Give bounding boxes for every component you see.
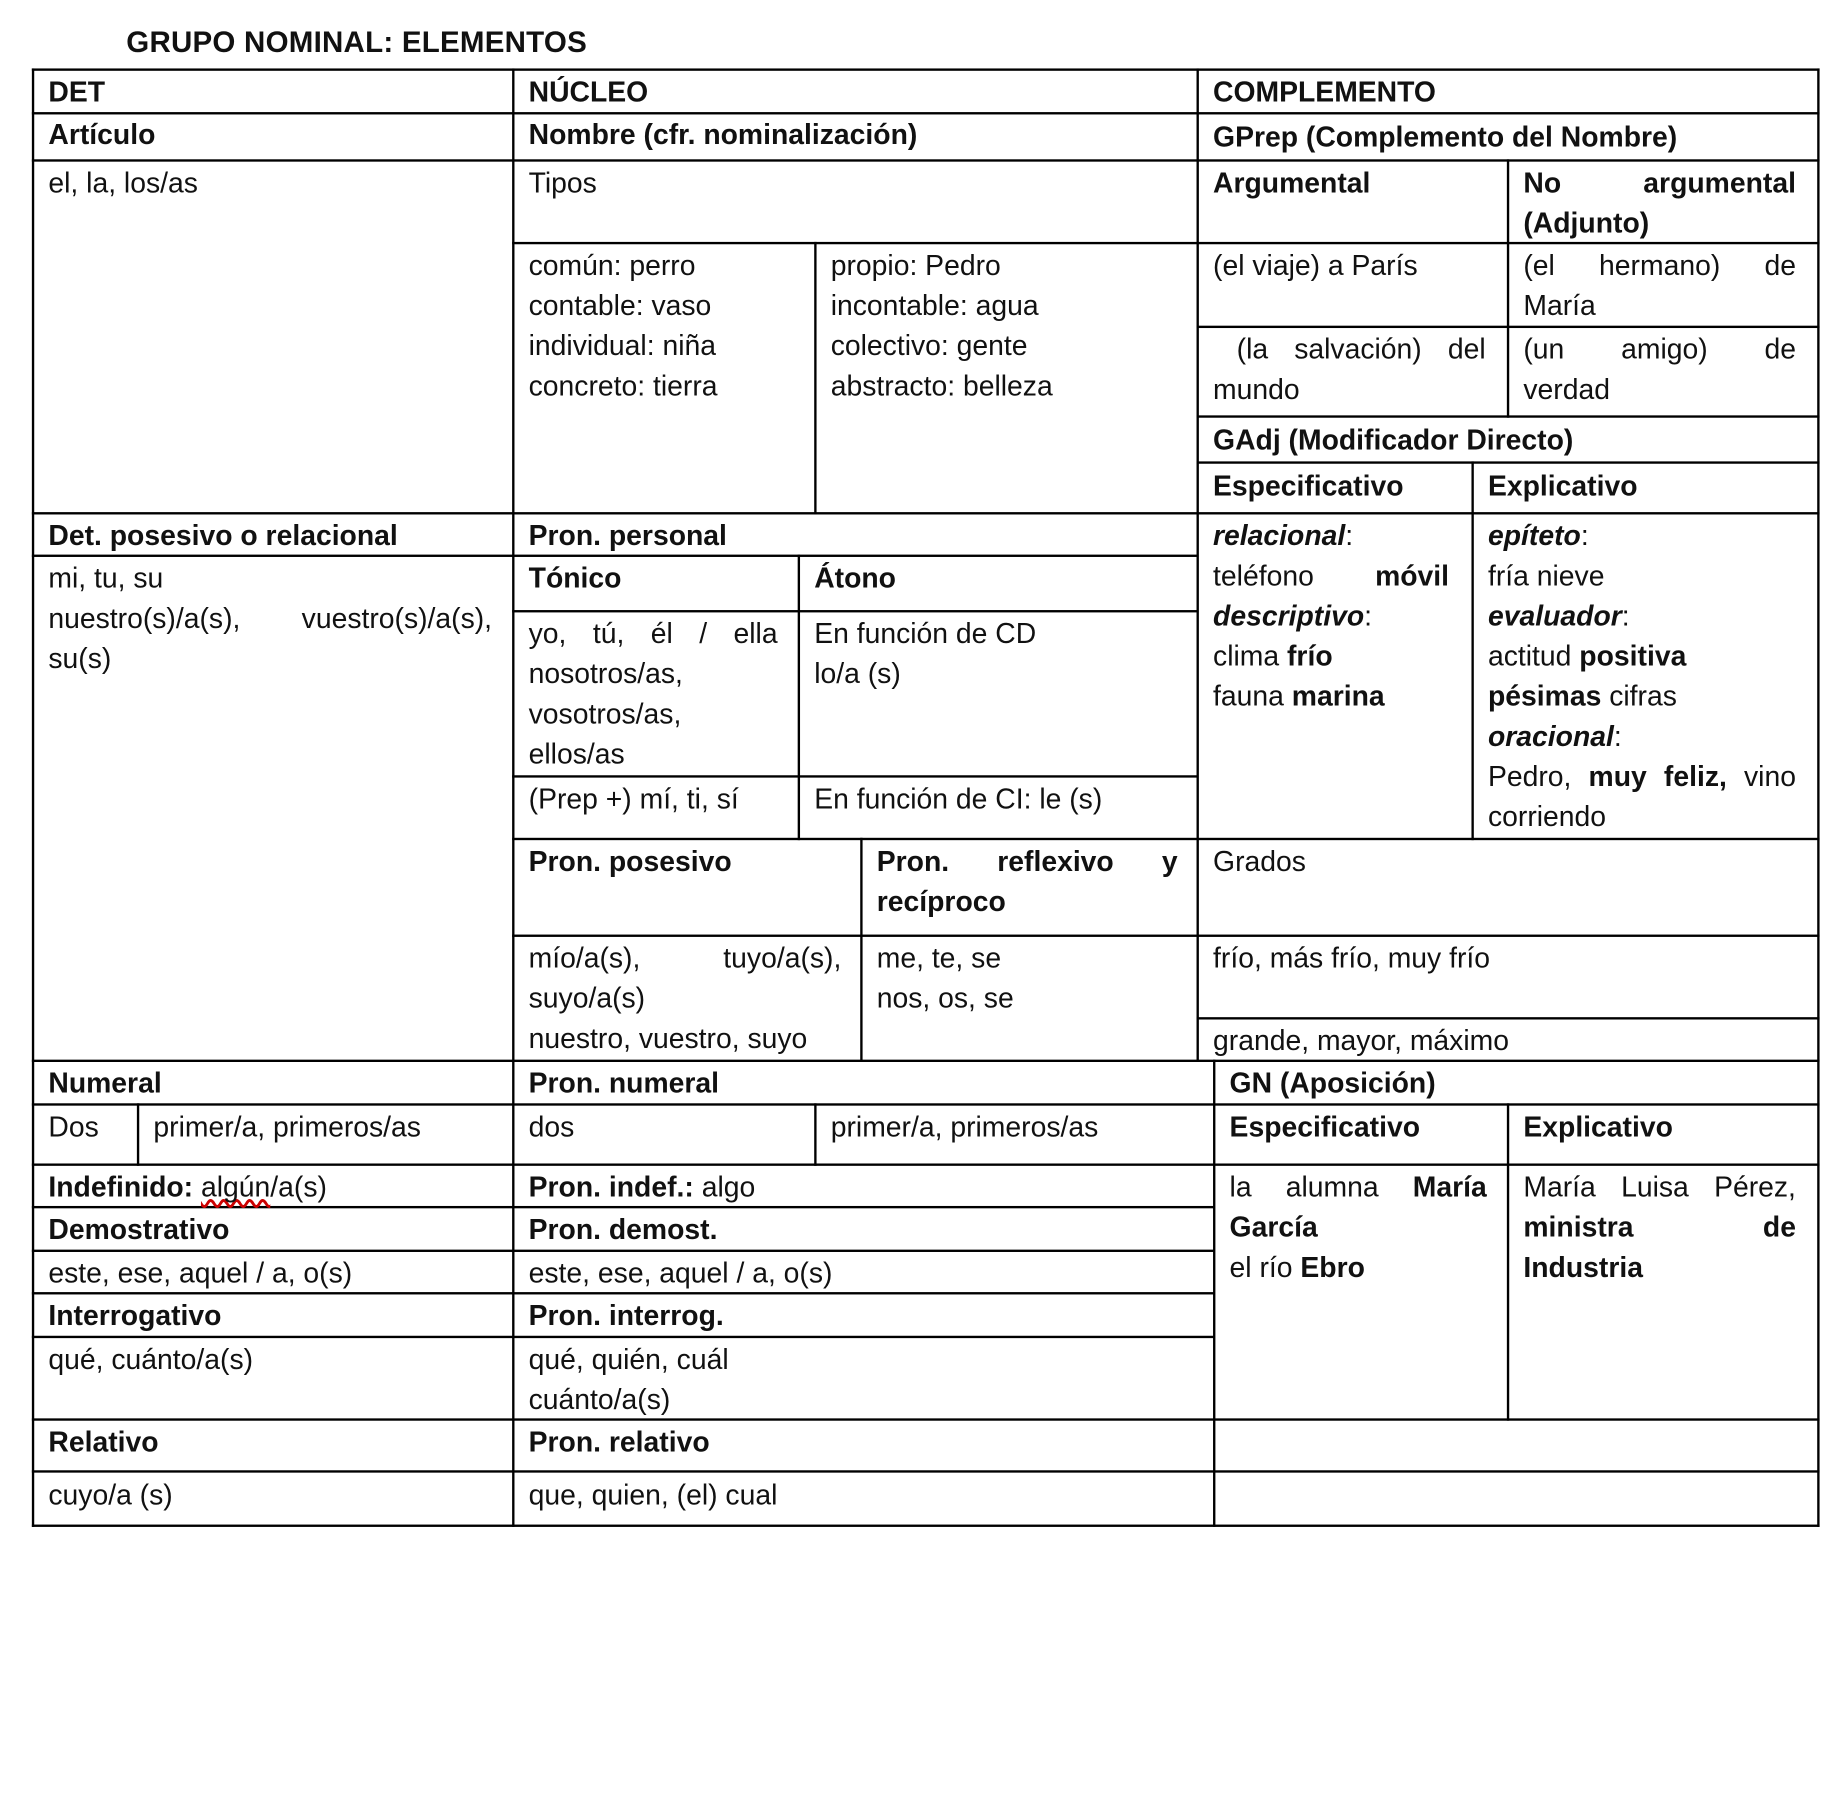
nombre-types-col2: propio: Pedro incontable: agua colectivo: gente abstracto: belleza — [830, 250, 1053, 403]
pron-numeral-cardinal: dos — [528, 1111, 575, 1144]
gadj-especificativo-examples: relacional: teléfono móvil descriptivo: clima frío fauna marina — [1213, 520, 1450, 713]
gadj-explicativo-examples: epíteto: fría nieve evaluador: actitud positiva pésimas cifras oracional: Pedro, muy feliz, vino corriendo — [1487, 520, 1796, 834]
gprep-noarg-example-2: (un amigo) de verdad — [1523, 333, 1796, 406]
grados-example-2: grande, mayor, máximo — [1213, 1025, 1509, 1058]
gprep-label: GPrep (Complemento del Nombre) — [1213, 121, 1678, 154]
rule — [32, 1470, 1820, 1472]
rule — [32, 1060, 1820, 1062]
gprep-no-argumental: No argumental (Adjunto) — [1523, 167, 1796, 240]
det-posesivo-forms: mi, tu, su nuestro(s)/a(s), vuestro(s)/a(s), su(s) — [48, 562, 493, 675]
rule — [512, 935, 1819, 937]
rule — [32, 68, 1820, 70]
pron-interrog-label: Pron. interrog. — [528, 1300, 724, 1333]
pron-prep-forms: (Prep +) mí, ti, sí — [528, 783, 739, 816]
pron-tonico-label: Tónico — [528, 562, 622, 595]
rule — [32, 512, 1820, 514]
nombre-types-col1: común: perro contable: vaso individual: niña concreto: tierra — [528, 250, 718, 403]
gprep-argumental: Argumental — [1213, 167, 1371, 200]
numeral-ordinal: primer/a, primeros/as — [153, 1111, 421, 1144]
pron-atono-label: Átono — [814, 562, 896, 595]
pron-tonico-forms: yo, tú, él / ella nosotros/as, vosotros/as, ellos/as — [528, 618, 778, 771]
relativo-label: Relativo — [48, 1426, 159, 1459]
gn-especificativo-examples: la alumna María García el río Ebro — [1229, 1171, 1487, 1284]
pron-posesivo-forms: mío/a(s), tuyo/a(s), suyo/a(s) nuestro, vuestro, suyo — [528, 942, 842, 1055]
rule — [1507, 159, 1509, 417]
grados-label: Grados — [1213, 846, 1306, 878]
pron-relativo-label: Pron. relativo — [528, 1426, 710, 1459]
articulo-label: Artículo — [48, 119, 156, 152]
rule — [1197, 1017, 1820, 1019]
header-nucleo: NÚCLEO — [528, 76, 649, 109]
gn-especificativo: Especificativo — [1229, 1111, 1421, 1144]
pron-atono-ci: En función de CI: le (s) — [814, 783, 1103, 816]
rule — [32, 112, 1820, 114]
pron-reflexivo-forms: me, te, se nos, os, se — [876, 942, 1014, 1015]
gadj-explicativo: Explicativo — [1487, 470, 1638, 503]
rule — [512, 68, 514, 1526]
relativo-forms: cuyo/a (s) — [48, 1479, 173, 1512]
articulo-forms: el, la, los/as — [48, 167, 198, 200]
rule — [32, 68, 34, 1526]
gn-explicativo-examples: María Luisa Pérez, ministra de Industria — [1523, 1171, 1796, 1284]
pron-demost-forms: este, ese, aquel / a, o(s) — [528, 1257, 833, 1290]
indefinido-row: Indefinido: algún/a(s) — [48, 1171, 327, 1204]
nombre-label: Nombre (cfr. nominalización) — [528, 119, 918, 152]
gprep-arg-example-1: (el viaje) a París — [1213, 250, 1418, 283]
rule — [137, 1103, 139, 1166]
numeral-label: Numeral — [48, 1067, 162, 1100]
interrogativo-forms: qué, cuánto/a(s) — [48, 1344, 254, 1376]
gprep-arg-example-2: (la salvación) del mundo — [1213, 333, 1486, 406]
gprep-noarg-example-1: (el hermano) de María — [1523, 250, 1796, 323]
pron-numeral-ordinal: primer/a, primeros/as — [830, 1111, 1099, 1144]
rule — [1213, 1060, 1215, 1527]
pron-personal-label: Pron. personal — [528, 520, 727, 553]
gadj-label: GAdj (Modificador Directo) — [1213, 424, 1574, 457]
demostrativo-forms: este, ese, aquel / a, o(s) — [48, 1257, 353, 1290]
rule — [1507, 1103, 1509, 1420]
rule — [814, 1103, 816, 1166]
nombre-tipos: Tipos — [528, 167, 597, 200]
rule — [512, 242, 1198, 244]
rule — [512, 610, 1198, 612]
interrogativo-label: Interrogativo — [48, 1300, 222, 1333]
header-det: DET — [48, 76, 106, 109]
rule — [32, 1103, 1820, 1105]
pron-relativo-forms: que, quien, (el) cual — [528, 1479, 778, 1512]
rule — [1197, 68, 1199, 1062]
det-posesivo-label: Det. posesivo o relacional — [48, 520, 398, 553]
rule — [798, 555, 800, 841]
rule — [814, 242, 816, 515]
pron-atono-cd: En función de CD lo/a (s) — [814, 618, 1037, 691]
pron-numeral-label: Pron. numeral — [528, 1067, 720, 1100]
header-complemento: COMPLEMENTO — [1213, 76, 1436, 109]
grados-example-1: frío, más frío, muy frío — [1213, 942, 1491, 975]
rule — [1471, 461, 1473, 840]
rule — [1197, 461, 1820, 463]
numeral-cardinal: Dos — [48, 1111, 99, 1144]
rule — [1817, 68, 1819, 1526]
rule — [32, 1163, 1820, 1165]
rule — [32, 1525, 1820, 1527]
pron-interrog-forms: qué, quién, cuál cuánto/a(s) — [528, 1344, 729, 1416]
pron-reflexivo-label: Pron. reflexivo y recíproco — [876, 846, 1178, 919]
rule — [512, 838, 1819, 840]
rule — [32, 1418, 1820, 1420]
pron-indef-row: Pron. indef.: algo — [528, 1171, 756, 1204]
gn-label: GN (Aposición) — [1229, 1067, 1436, 1100]
page-title: GRUPO NOMINAL: ELEMENTOS — [126, 25, 588, 59]
gadj-especificativo: Especificativo — [1213, 470, 1404, 503]
rule — [860, 838, 862, 1062]
pron-demost-label: Pron. demost. — [528, 1214, 718, 1247]
rule — [32, 159, 1820, 161]
pron-posesivo-label: Pron. posesivo — [528, 846, 732, 878]
rule — [512, 775, 1198, 777]
demostrativo-label: Demostrativo — [48, 1214, 230, 1247]
gn-explicativo: Explicativo — [1523, 1111, 1673, 1144]
